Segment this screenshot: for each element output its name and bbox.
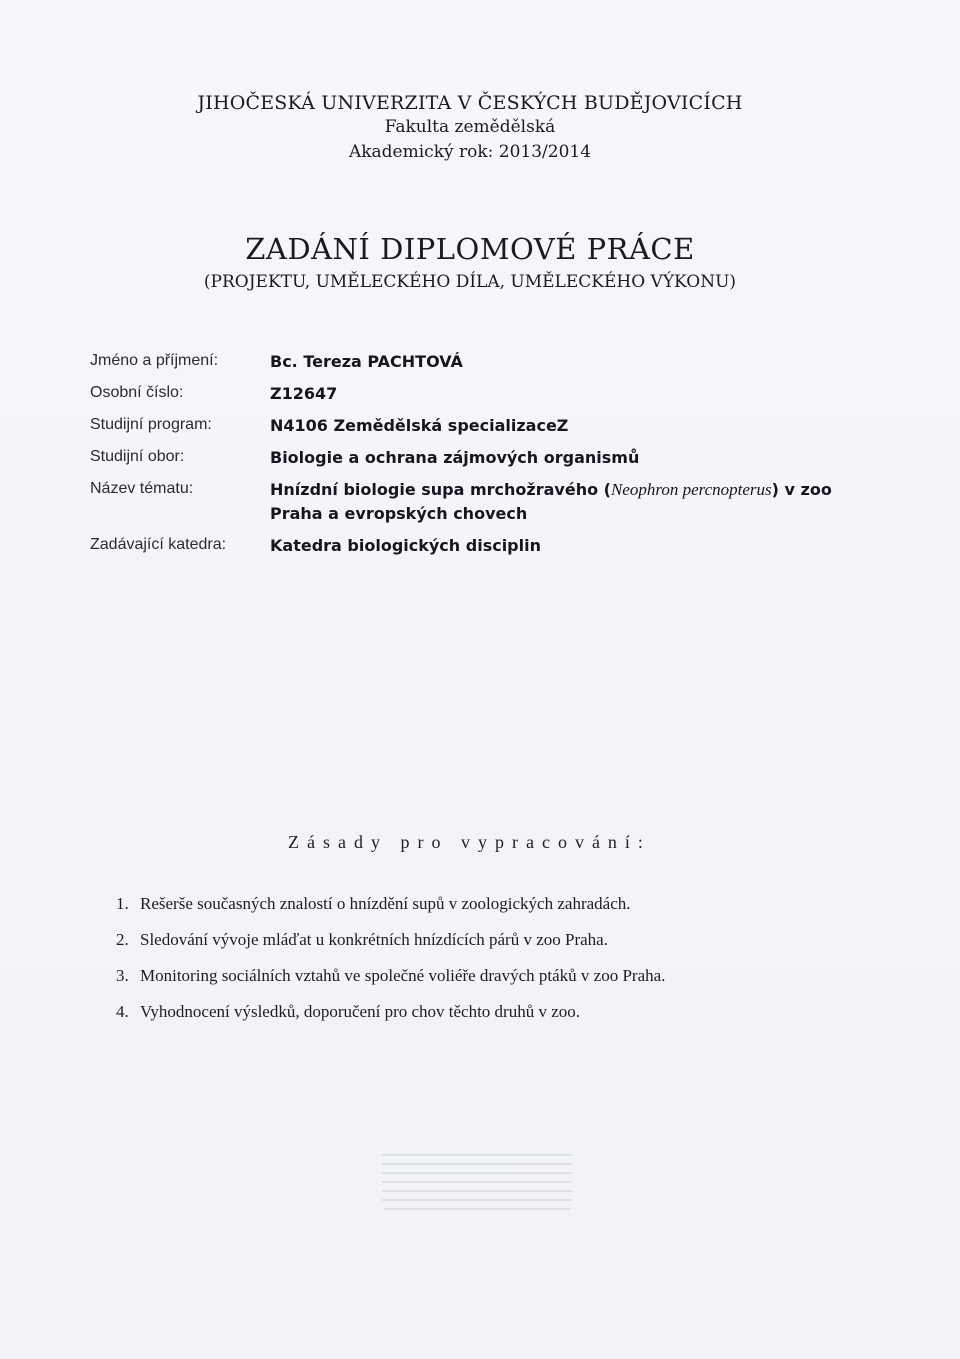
faint-stamp-mark <box>382 1150 572 1210</box>
list-item-text: Monitoring sociálních vztahů ve společné voliéře dravých ptáků v zoo Praha. <box>140 966 666 985</box>
list-item-number: 2. <box>116 930 129 949</box>
list-item <box>116 966 876 986</box>
list-item-text: Sledování vývoje mláďat u konkrétních hnízdících párů v zoo Praha. <box>140 930 608 949</box>
field-row-name <box>90 350 880 374</box>
document-title <box>0 232 940 292</box>
topic-species-name: Neophron percnopterus <box>610 480 772 499</box>
document-header <box>0 92 940 162</box>
field-row-study-field <box>90 446 880 470</box>
study-field-value: Biologie a ochrana zájmových organismů <box>270 448 640 467</box>
topic-value <box>270 478 880 526</box>
department-label: Zadávající katedra: <box>90 536 227 553</box>
name-label: Jméno a příjmení: <box>90 352 219 369</box>
university-name: JIHOČESKÁ UNIVERZITA V ČESKÝCH BUDĚJOVICÍCH <box>197 92 743 114</box>
program-value: N4106 Zemědělská specializaceZ <box>270 416 569 435</box>
personal-number-value: Z12647 <box>270 384 338 403</box>
list-item-number: 4. <box>116 1002 129 1021</box>
topic-text-part1: Hnízdní biologie supa mrchožravého ( <box>270 480 611 499</box>
principles-heading: Zásady pro vypracování: <box>288 832 651 852</box>
academic-year: Akademický rok: 2013/2014 <box>348 142 592 162</box>
field-row-topic <box>90 478 880 526</box>
name-value: Bc. Tereza PACHTOVÁ <box>270 352 463 371</box>
list-item-number: 1. <box>116 894 129 913</box>
faculty-name: Fakulta zemědělská <box>384 117 556 137</box>
list-item-text: Vyhodnocení výsledků, doporučení pro chov těchto druhů v zoo. <box>140 1002 581 1021</box>
list-item <box>116 930 876 950</box>
list-item-text: Rešerše současných znalostí o hnízdění supů v zoologických zahradách. <box>140 894 631 913</box>
program-label: Studijní program: <box>90 416 212 433</box>
title-subtitle: (PROJEKTU, UMĚLECKÉHO DÍLA, UMĚLECKÉHO VÝKONU) <box>203 272 737 292</box>
list-item-number: 3. <box>116 966 129 985</box>
field-row-program <box>90 414 880 438</box>
topic-label: Název tématu: <box>90 480 194 497</box>
personal-number-label: Osobní číslo: <box>90 384 184 401</box>
department-value: Katedra biologických disciplin <box>270 536 541 555</box>
title-main: ZADÁNÍ DIPLOMOVÉ PRÁCE <box>245 232 695 266</box>
field-row-personal-number <box>90 382 880 406</box>
study-field-label: Studijní obor: <box>90 448 185 465</box>
topic-text-part2: ) v zoo Praha a evropských chovech <box>270 480 832 523</box>
field-row-department <box>90 534 880 558</box>
principles-list <box>116 894 876 1038</box>
list-item <box>116 1002 876 1022</box>
list-item <box>116 894 876 914</box>
student-fields <box>90 350 880 566</box>
